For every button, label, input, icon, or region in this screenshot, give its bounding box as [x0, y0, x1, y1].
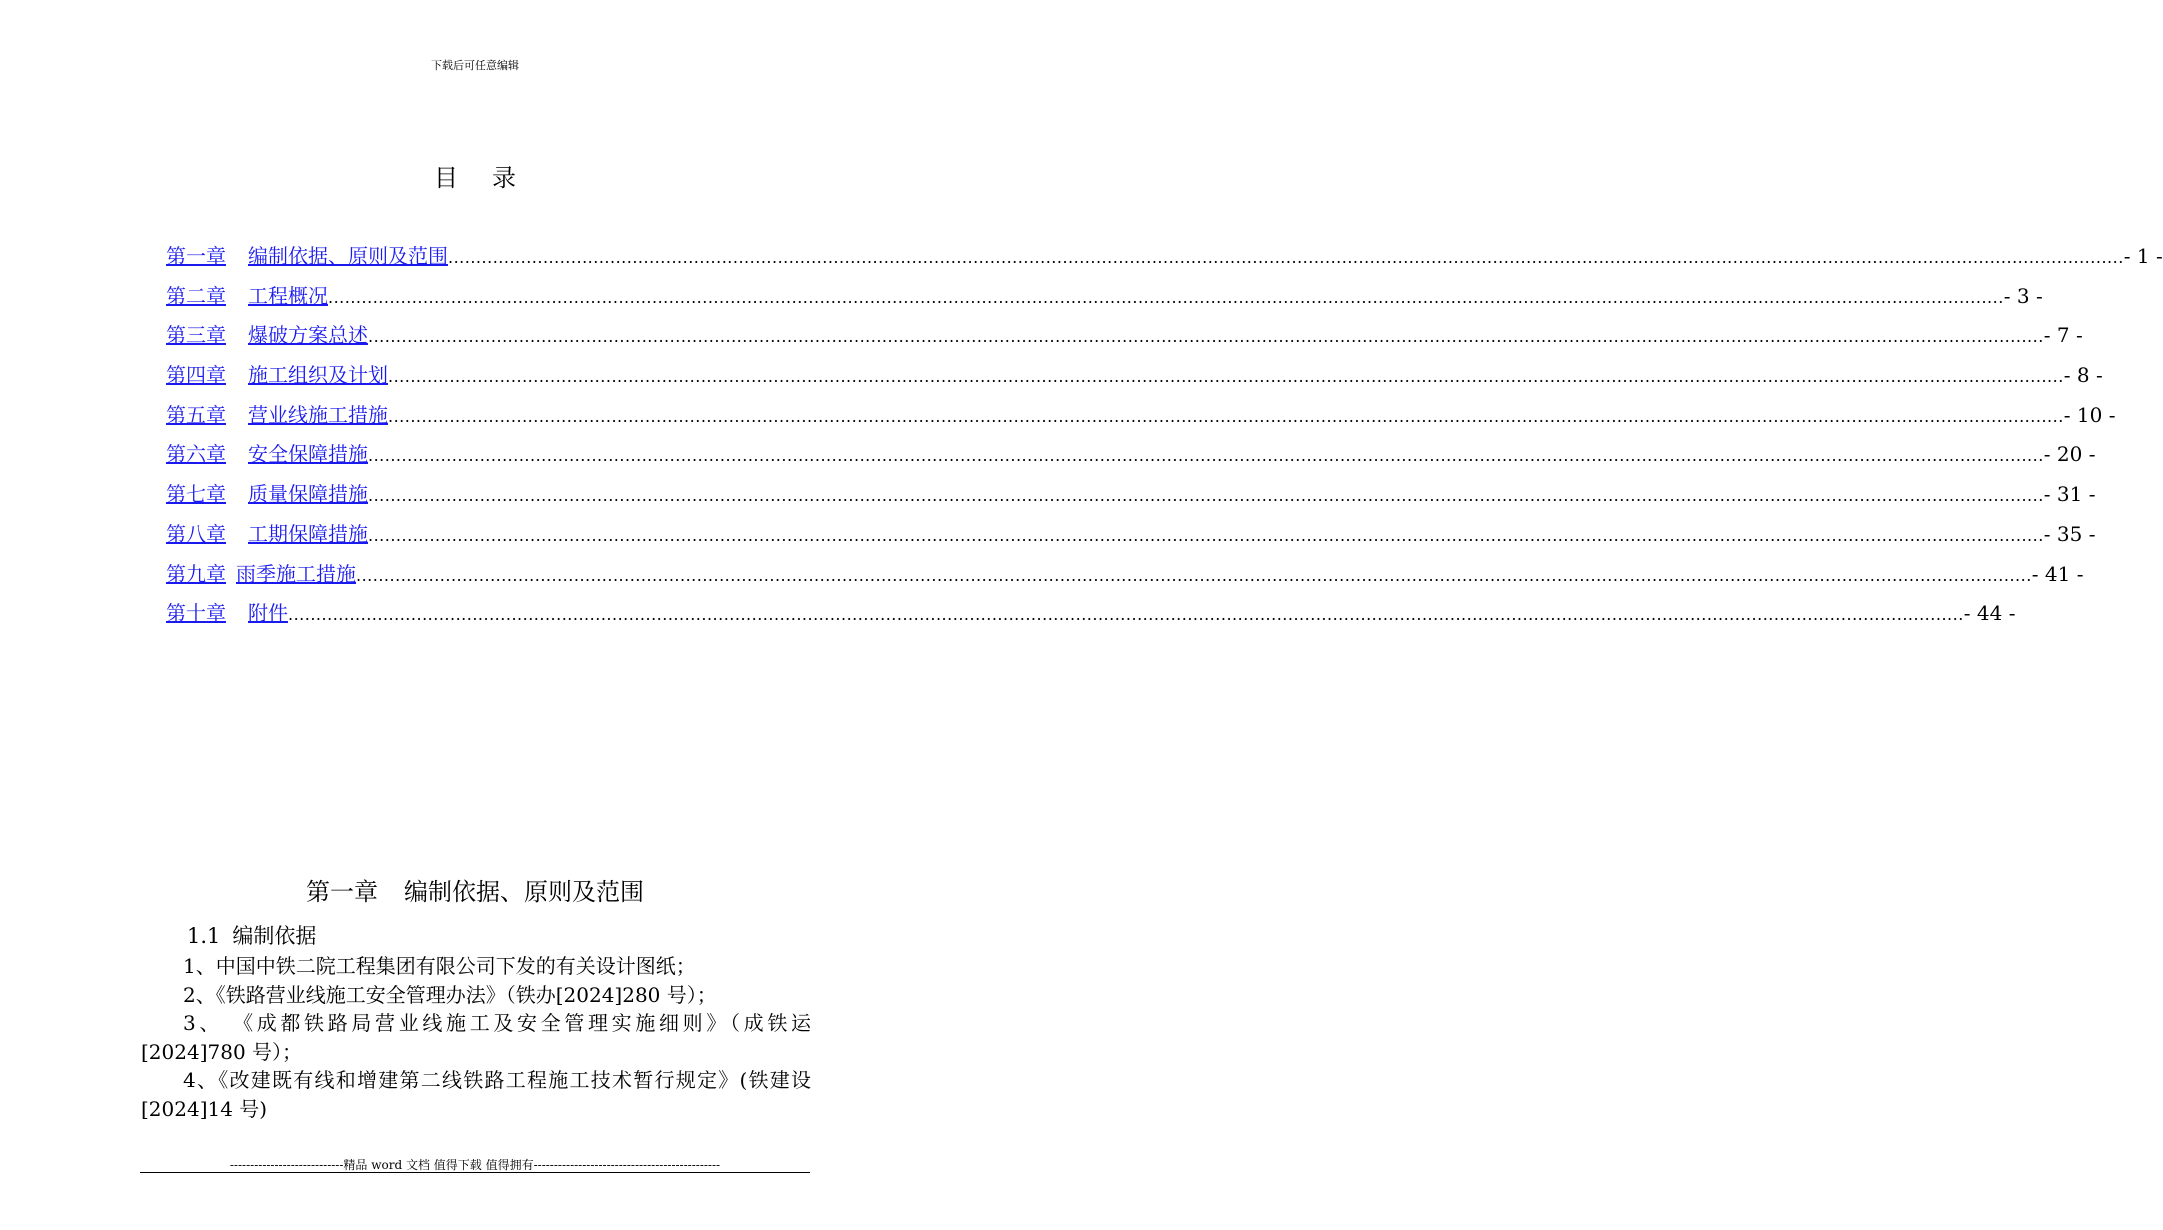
toc-link-chapter-10[interactable]: 第十章 附件 [166, 601, 288, 626]
toc-leader-dots: ............................................................................................................................................................................................................................................................................................................ [368, 446, 2044, 466]
toc-page-number: - 3 - [2003, 283, 2043, 308]
toc-link-chapter-1[interactable]: 第一章 编制依据、原则及范围 [166, 244, 448, 268]
toc-link-chapter-2[interactable]: 第二章 工程概况 [166, 283, 328, 308]
toc-link-chapter-4[interactable]: 第四章 施工组织及计划 [166, 363, 388, 388]
toc-entry [166, 438, 2096, 478]
reference-item: 2、《铁路营业线施工安全管理办法》（铁办[2024]280 号）； [183, 982, 717, 1007]
toc-link-chapter-3[interactable]: 第三章 爆破方案总述 [166, 323, 368, 348]
toc-link-chapter-5[interactable]: 第五章 营业线施工措施 [166, 402, 388, 427]
toc-entry [166, 240, 2163, 280]
toc-entry [166, 478, 2096, 518]
toc-leader-dots: ............................................................................................................................................................................................................................................................................................................ [328, 287, 2004, 307]
table-of-contents [166, 240, 2163, 637]
page-header-note: 下载后可任意编辑 [431, 59, 519, 72]
toc-page-number: - 8 - [2063, 363, 2103, 388]
toc-leader-dots: ............................................................................................................................................................................................................................................................................................................ [368, 525, 2044, 545]
chapter-body [141, 952, 811, 1123]
toc-leader-dots: ............................................................................................................................................................................................................................................................................................................ [368, 486, 2044, 506]
toc-link-chapter-9[interactable]: 第九章 雨季施工措施 [166, 561, 356, 586]
toc-page-number: - 10 - [2063, 402, 2116, 427]
page-footer-note: ----------------------------精品 word 文档 值得下载 值得拥有---------------------------------------------- [229, 1158, 721, 1172]
toc-page-number: - 31 - [2043, 482, 2096, 507]
toc-leader-dots: ............................................................................................................................................................................................................................................................................................................ [388, 367, 2064, 387]
reference-item: 3、 《成都铁路局营业线施工及安全管理实施细则》（成铁运[2024]780 号）； [141, 1011, 811, 1064]
section-heading: 1.1 编制依据 [187, 924, 317, 948]
toc-page-number: - 7 - [2043, 323, 2083, 348]
chapter-heading: 第一章 编制依据、原则及范围 [306, 878, 644, 906]
toc-leader-dots: ............................................................................................................................................................................................................................................................................................................ [288, 605, 1964, 625]
toc-page-number: - 41 - [2031, 561, 2084, 586]
toc-link-chapter-8[interactable]: 第八章 工期保障措施 [166, 521, 368, 546]
toc-page-number: - 1 - [2123, 244, 2163, 268]
reference-item: 4、《改建既有线和增建第二线铁路工程施工技术暂行规定》(铁建设[2024]14 号) [141, 1068, 811, 1121]
toc-entry [166, 359, 2103, 399]
toc-title: 目录 [434, 164, 550, 192]
toc-entry [166, 597, 2016, 637]
toc-entry [166, 280, 2043, 320]
toc-leader-dots: ............................................................................................................................................................................................................................................................................................................ [388, 406, 2064, 426]
toc-page-number: - 35 - [2043, 521, 2096, 546]
toc-entry [166, 399, 2116, 439]
toc-page-number: - 20 - [2043, 442, 2096, 467]
toc-link-chapter-7[interactable]: 第七章 质量保障措施 [166, 482, 368, 507]
toc-leader-dots: ............................................................................................................................................................................................................................................................................................................ [356, 565, 2032, 585]
toc-link-chapter-6[interactable]: 第六章 安全保障措施 [166, 442, 368, 467]
toc-entry [166, 518, 2096, 558]
reference-item: 1、中国中铁二院工程集团有限公司下发的有关设计图纸； [183, 954, 696, 978]
toc-entry [166, 319, 2083, 359]
toc-leader-dots: ............................................................................................................................................................................................................................................................................................................ [368, 327, 2044, 347]
toc-page-number: - 44 - [1963, 601, 2016, 626]
toc-entry [166, 558, 2084, 598]
footer-divider [140, 1172, 810, 1173]
toc-leader-dots: ............................................................................................................................................................................................................................................................................................................ [448, 248, 2124, 267]
